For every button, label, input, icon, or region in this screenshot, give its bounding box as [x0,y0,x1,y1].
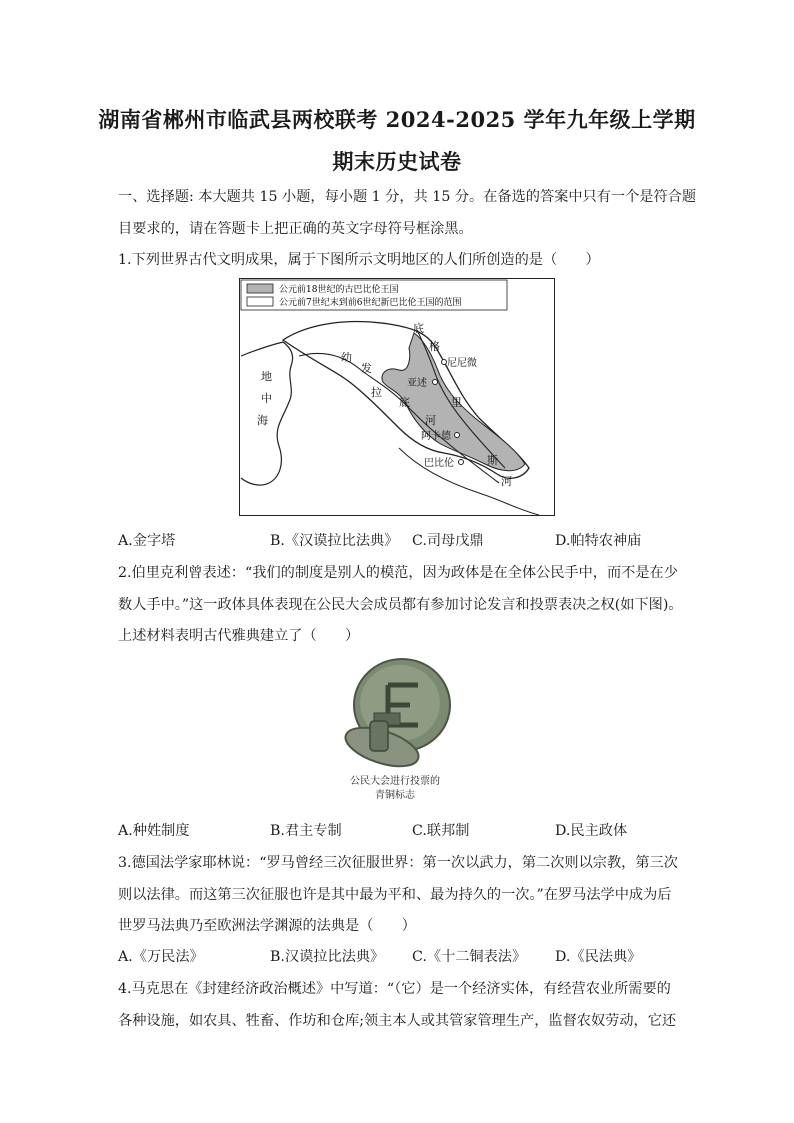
q3-option-b[interactable]: B.汉谟拉比法典》 [270,949,385,965]
question-4-line2: 各种设施，如农具、牲畜、作坊和仓库;领主本人或其管家管理生产，监督农奴劳动，它还 [118,1013,677,1029]
question-4-line1: 4.马克思在《封建经济政治概述》中写道：“（它）是一个经济实体，有经营农业所需要的 [118,981,671,997]
map-label-tigris-5: 河 [501,475,512,488]
exam-title-line2: 期末历史试卷 [332,149,462,174]
q1-option-d[interactable]: D.帕特农神庙 [555,533,642,549]
question-3-line1: 3.德国法学家耶林说：“罗马曾经三次征服世界：第一次以武力，第二次则以宗教，第三次 [118,855,678,871]
map-label-babylon: 巴比伦 [424,458,454,469]
question-1-stem: 1.下列世界古代文明成果，属于下图所示文明地区的人们所创造的是（ ） [118,252,600,268]
map-label-tigris-1: 底 [413,322,424,335]
q2-option-d[interactable]: D.民主政体 [555,823,628,839]
q2-option-c[interactable]: C.联邦制 [412,823,470,839]
map-label-tigris-3: 里 [451,396,462,409]
map-label-euphrates-4: 底 [399,396,410,409]
q3-option-d[interactable]: D.《民法典》 [555,949,642,965]
map-label-akkad: 阿卡德 [421,431,451,442]
section-instructions-line1: 一、选择题: 本大题共 15 小题，每小题 1 分，共 15 分。在备选的答案中只有一个是符合题 [118,189,697,205]
question-2-line2: 数人手中。”这一政体具体表现在公民大会成员都有参加讨论发言和投票表决之权(如下图)。 [118,597,683,613]
section-instructions-line2: 目要求的，请在答题卡上把正确的英文字母符号框涂黑。 [118,221,473,237]
map-label-nineveh: 尼尼微 [447,358,477,369]
question-2-line1: 2.伯里克利曾表述：“我们的制度是别人的模范，因为政体是在全体公民手中，而不是在少 [118,565,678,581]
map-label-euphrates-3: 拉 [371,386,382,399]
map-label-sea-3: 海 [257,414,268,427]
question-2-line3: 上述材料表明古代雅典建立了（ ） [118,628,360,644]
map-label-euphrates-5: 河 [425,414,436,427]
legend-label-ancient: 公元前18世纪的古巴比伦王国 [279,285,399,295]
question-3-line3: 世罗马法典乃至欧洲法学渊源的法典是（ ） [118,918,416,934]
map-label-sea-2: 中 [261,392,272,405]
coin-caption-line1: 公民大会进行投票的 [350,776,440,787]
q2-option-b[interactable]: B.君主专制 [270,823,342,839]
coin-caption-line2: 青铜标志 [375,790,415,801]
q3-option-a[interactable]: A.《万民法》 [118,949,204,965]
map-label-tigris-2: 格 [429,340,440,353]
q3-option-c[interactable]: C.《十二铜表法》 [412,949,527,965]
babylon-map [239,278,555,516]
legend-label-new: 公元前7世纪末到前6世纪新巴比伦王国的范围 [279,298,462,308]
q1-option-a[interactable]: A.金字塔 [118,533,176,549]
legend-swatch-ancient [247,284,273,293]
map-label-euphrates-2: 发 [361,362,372,375]
q1-option-b[interactable]: B.《汉谟拉比法典》 [270,533,399,549]
map-label-euphrates-1: 幼 [341,351,352,364]
map-legend [241,280,507,310]
question-3-line2: 则以法律。而这第三次征服也许是其中最为平和、最为持久的一次。”在罗马法学中成为后 [118,887,672,903]
map-label-assur: 亚述 [407,378,427,389]
exam-title-line1: 湖南省郴州市临武县两校联考 2024-2025 学年九年级上学期 [98,107,696,132]
map-label-sea-1: 地 [261,370,272,383]
q1-option-c[interactable]: C.司母戊鼎 [412,533,484,549]
legend-swatch-new [247,297,273,306]
map-label-tigris-4: 斯 [487,454,498,467]
q2-option-a[interactable]: A.种姓制度 [118,823,190,839]
